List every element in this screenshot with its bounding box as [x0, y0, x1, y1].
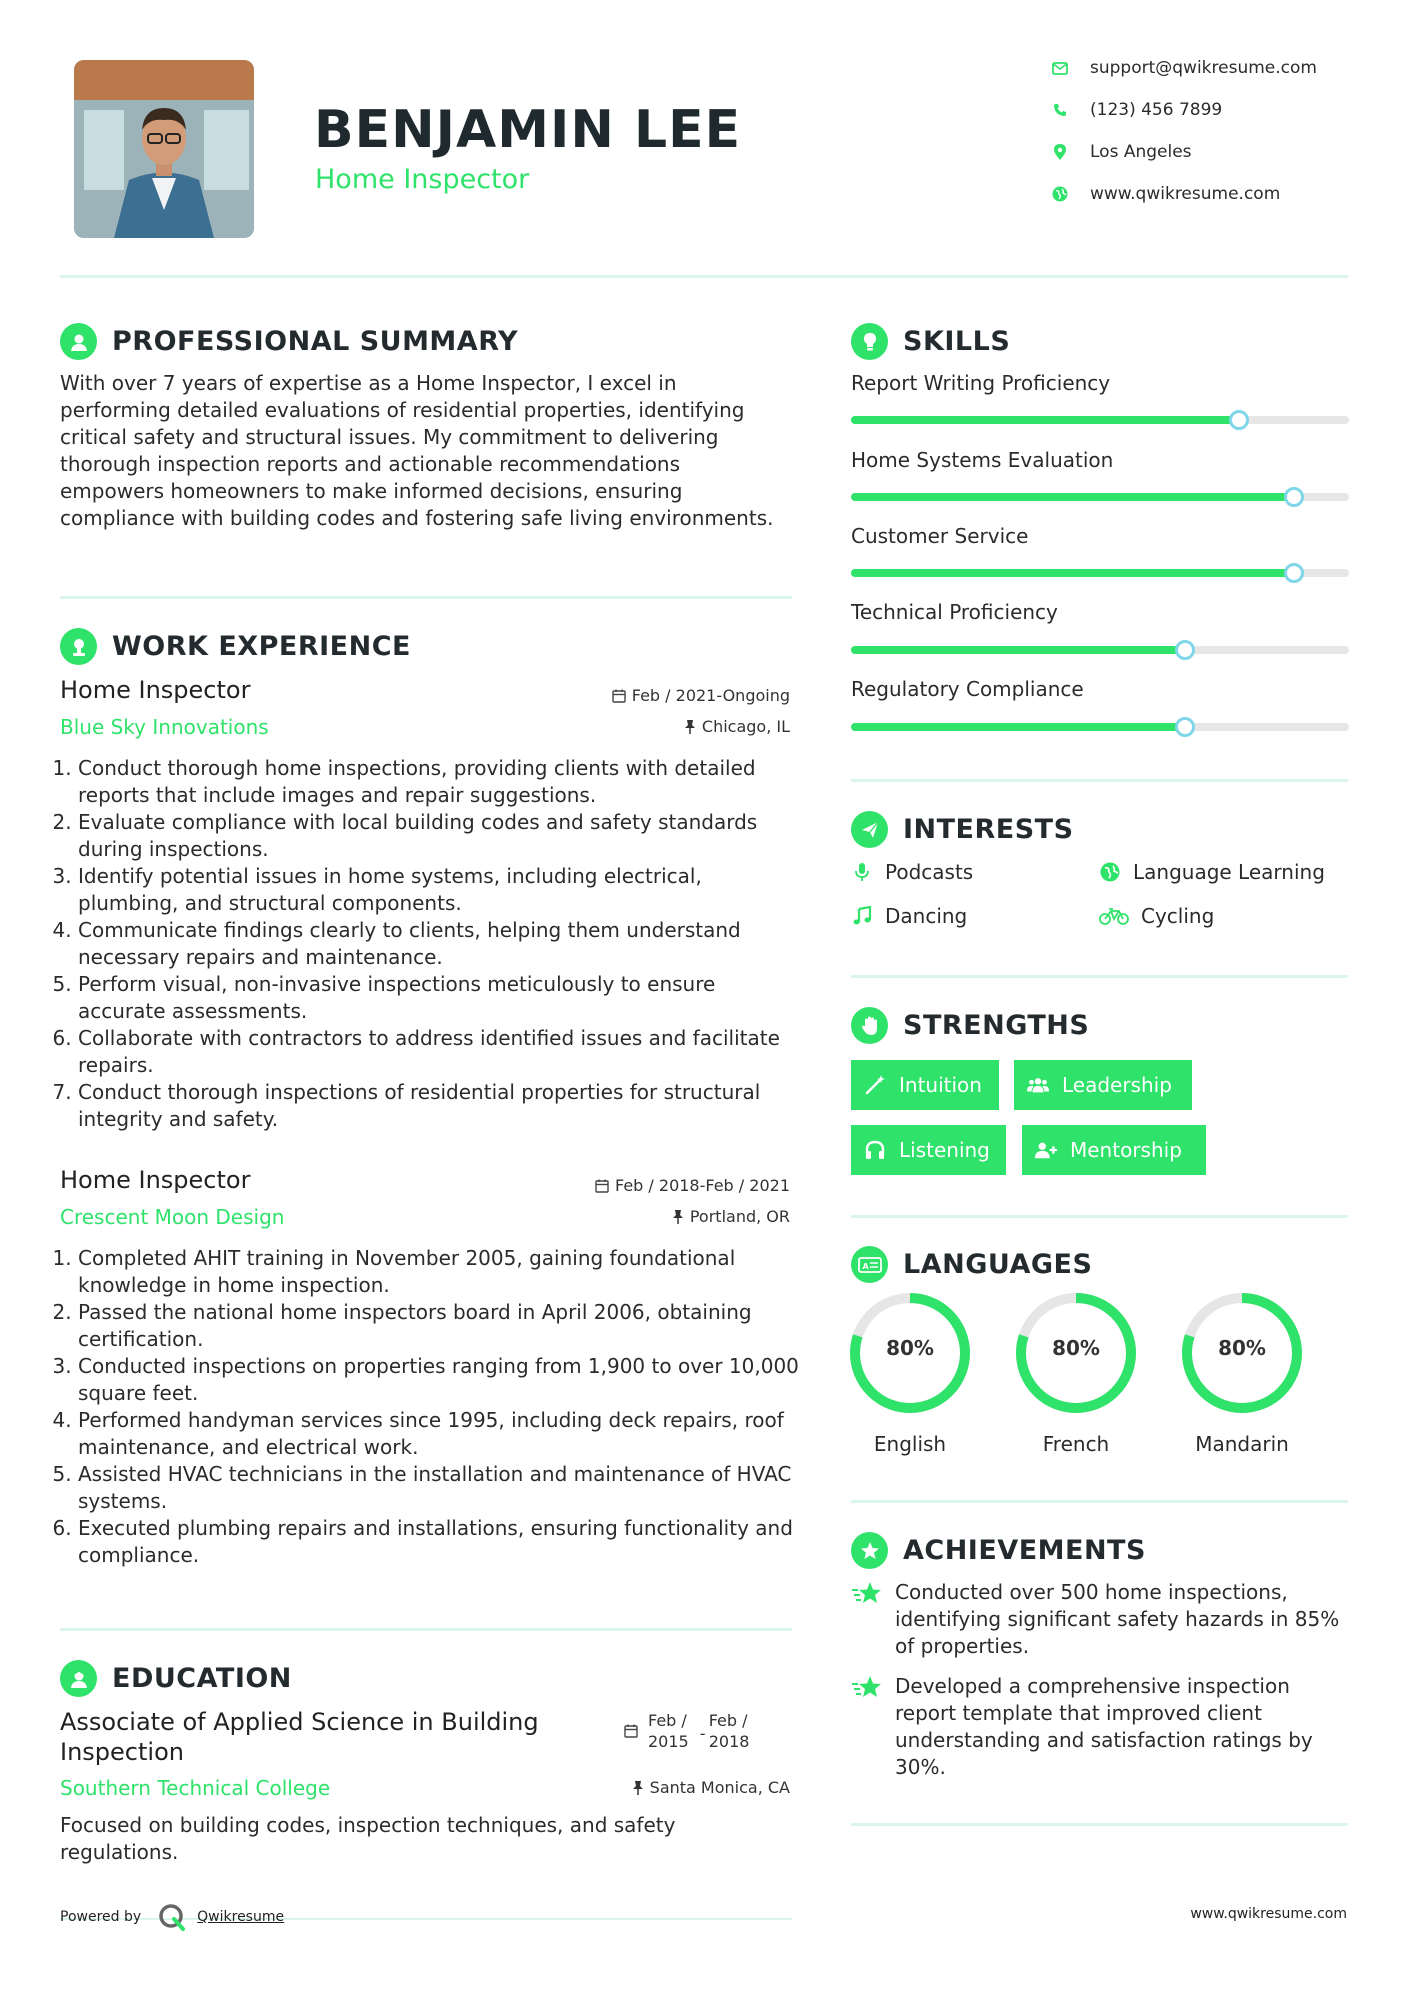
skill-bar [851, 569, 1349, 577]
hand-icon [851, 1007, 888, 1044]
list-item: 3. Identify potential issues in home systems, including electrical, plumbing, and structural components. [78, 863, 800, 917]
interest-label: Dancing [885, 904, 968, 928]
skill-label: Regulatory Compliance [851, 677, 1084, 701]
strengths-divider [851, 1215, 1348, 1218]
summary-text: With over 7 years of expertise as a Home Inspector, I excel in performing detailed evaluations of residential properties, identifying critical safety and structural issues. My commitment to delivering thorough inspection reports and actionable recommendations empowers homeowners to make informed decisions, ensuring compliance with building codes and fostering safe living environments. [60, 371, 774, 530]
strengths-title: STRENGTHS [903, 1010, 1090, 1041]
microphone-icon [851, 861, 873, 883]
list-item: 2. Evaluate compliance with local building codes and safety standards during inspections. [78, 809, 800, 863]
interest-label: Podcasts [885, 860, 974, 884]
skills-divider [851, 779, 1348, 782]
skill-label: Home Systems Evaluation [851, 448, 1114, 472]
achievements-title: ACHIEVEMENTS [903, 1535, 1146, 1566]
summary-divider [60, 596, 792, 599]
skill-bar [851, 493, 1349, 501]
skill-bar-fill [851, 646, 1185, 654]
email-icon [1050, 58, 1070, 78]
brand-link[interactable]: Qwikresume [197, 1909, 285, 1925]
star-icon [851, 1579, 883, 1660]
strength-label: Listening [899, 1138, 990, 1162]
svg-text:A: A [862, 1261, 869, 1271]
graduation-icon [60, 1660, 97, 1697]
list-item: 1. Conduct thorough home inspections, providing clients with detailed reports that include images and repair suggestions. [78, 755, 800, 809]
education-date [624, 1710, 794, 1752]
star-icon [851, 1673, 883, 1781]
language-name: English [873, 1432, 947, 1456]
list-item: 1. Completed AHIT training in November 2005, gaining foundational knowledge in home inspection. [78, 1245, 800, 1299]
job-title: Home Inspector [60, 676, 251, 704]
header-divider [60, 275, 1348, 278]
list-item: 4. Performed handyman services since 1995, including deck repairs, roof maintenance, and electrical work. [78, 1407, 800, 1461]
job-company: Blue Sky Innovations [60, 715, 269, 739]
skill-bar [851, 723, 1349, 731]
languages-heading [851, 1246, 1092, 1283]
headphones-icon [863, 1138, 887, 1162]
skill-bar-fill [851, 416, 1239, 424]
list-item: 5. Perform visual, non-invasive inspections meticulously to ensure accurate assessments. [78, 971, 800, 1025]
skill-bar-knob [1284, 487, 1304, 507]
strengths-heading [851, 1007, 1089, 1044]
contact-location-text: Los Angeles [1090, 142, 1192, 162]
skill-label: Customer Service [851, 524, 1029, 548]
strength-label: Leadership [1062, 1073, 1172, 1097]
globe-icon [1099, 861, 1121, 883]
pushpin-icon [632, 1781, 644, 1795]
job-date-text: Feb / 2021-Ongoing [631, 686, 790, 705]
list-item: 7. Conduct thorough inspections of residential properties for structural integrity and safety. [78, 1079, 800, 1133]
language-item [1181, 1292, 1303, 1456]
pushpin-icon [684, 720, 696, 734]
calendar-icon [595, 1179, 609, 1193]
job-location-text: Chicago, IL [701, 717, 790, 736]
interest-item [851, 860, 973, 884]
language-item [849, 1292, 971, 1456]
language-item [1015, 1292, 1137, 1456]
education-title: EDUCATION [112, 1663, 292, 1694]
education-heading [60, 1660, 292, 1697]
education-start-year: 2015 [648, 1732, 689, 1751]
education-location [520, 1778, 790, 1797]
job-date-text: Feb / 2018-Feb / 2021 [615, 1176, 790, 1195]
skill-bar-knob [1175, 717, 1195, 737]
bicycle-icon [1099, 905, 1129, 927]
list-item: 3. Conducted inspections on properties ranging from 1,900 to over 10,000 square feet. [78, 1353, 800, 1407]
achievements-heading [851, 1532, 1146, 1569]
pushpin-icon [672, 1210, 684, 1224]
contact-location [1050, 142, 1192, 162]
magic-wand-icon [863, 1073, 887, 1097]
list-item: 4. Communicate findings clearly to clients, helping them understand necessary repairs and maintenance. [78, 917, 800, 971]
interest-label: Cycling [1141, 904, 1215, 928]
contact-email[interactable] [1050, 58, 1317, 78]
lightbulb-icon [851, 323, 888, 360]
job-location [520, 1207, 790, 1226]
calendar-icon [612, 689, 626, 703]
job-title: Home Inspector [60, 1166, 251, 1194]
languages-divider [851, 1500, 1348, 1503]
language-percent: 80% [1218, 1336, 1266, 1360]
experience-title: WORK EXPERIENCE [112, 631, 411, 662]
phone-icon [1050, 100, 1070, 120]
language-card-icon [851, 1246, 888, 1283]
star-badge-icon [851, 1532, 888, 1569]
education-end-month: Feb / [708, 1711, 748, 1730]
job-date [520, 1176, 790, 1195]
globe-icon [1050, 184, 1070, 204]
summary-heading [60, 323, 518, 360]
strength-chip-leadership [1014, 1060, 1192, 1110]
education-end-year: 2018 [708, 1732, 750, 1751]
calendar-icon [624, 1724, 638, 1738]
list-item: 2. Passed the national home inspectors board in April 2006, obtaining certification. [78, 1299, 800, 1353]
education-start-month: Feb / [648, 1711, 687, 1730]
job-bullets [60, 1245, 800, 1569]
profile-photo [74, 60, 254, 238]
experience-divider [60, 1628, 792, 1631]
skill-label: Report Writing Proficiency [851, 371, 1111, 395]
language-percent: 80% [886, 1336, 934, 1360]
education-date-separator: - [699, 1724, 706, 1743]
strength-chip-intuition [851, 1060, 999, 1110]
skills-title: SKILLS [903, 326, 1011, 357]
user-plus-icon [1034, 1138, 1058, 1162]
degree-line-1: Associate of Applied Science in Building [60, 1708, 539, 1736]
strength-label: Intuition [899, 1073, 982, 1097]
list-item: 6. Executed plumbing repairs and installations, ensuring functionality and compliance. [78, 1515, 800, 1569]
interest-item [1099, 904, 1214, 928]
contact-phone[interactable] [1050, 100, 1222, 120]
job-location [520, 717, 790, 736]
skill-bar-fill [851, 569, 1294, 577]
user-icon [60, 323, 97, 360]
skill-bar [851, 646, 1349, 654]
list-item: 6. Collaborate with contractors to address identified issues and facilitate repairs. [78, 1025, 800, 1079]
footer-powered-by [60, 1902, 284, 1932]
education-text: Focused on building codes, inspection techniques, and safety regulations. [60, 1813, 676, 1864]
experience-heading [60, 628, 411, 665]
skill-bar-fill [851, 493, 1294, 501]
strength-chip-mentorship [1022, 1125, 1206, 1175]
interest-item [851, 904, 967, 928]
achievement-item [851, 1579, 1351, 1660]
achievement-text: Developed a comprehensive inspection report template that improved client understanding and satisfaction ratings by 30%. [895, 1674, 1313, 1779]
job-company: Crescent Moon Design [60, 1205, 285, 1229]
language-name: Mandarin [1195, 1432, 1289, 1456]
paper-plane-icon [851, 811, 888, 848]
degree-title [60, 1707, 620, 1767]
summary-title: PROFESSIONAL SUMMARY [112, 326, 519, 357]
music-note-icon [851, 905, 873, 927]
degree-line-2: Inspection [60, 1738, 184, 1766]
strength-chip-listening [851, 1125, 1006, 1175]
qwikresume-logo-icon [157, 1902, 187, 1932]
language-name: French [1042, 1432, 1110, 1456]
interest-item [1099, 860, 1325, 884]
location-pin-icon [1050, 142, 1070, 162]
achievement-text: Conducted over 500 home inspections, identifying significant safety hazards in 85% of properties. [895, 1580, 1340, 1658]
skill-bar [851, 416, 1349, 424]
users-icon [1026, 1073, 1050, 1097]
interests-heading [851, 811, 1074, 848]
achievements-divider [851, 1823, 1348, 1826]
contact-email-text: support@qwikresume.com [1090, 58, 1317, 78]
skill-label: Technical Proficiency [851, 600, 1058, 624]
skill-bar-knob [1284, 563, 1304, 583]
contact-phone-text: (123) 456 7899 [1090, 100, 1223, 120]
skills-heading [851, 323, 1010, 360]
list-item: 5. Assisted HVAC technicians in the installation and maintenance of HVAC systems. [78, 1461, 800, 1515]
briefcase-icon [60, 628, 97, 665]
contact-website[interactable] [1050, 184, 1280, 204]
language-percent: 80% [1052, 1336, 1100, 1360]
achievement-item [851, 1673, 1351, 1781]
contact-website-text: www.qwikresume.com [1090, 184, 1281, 204]
interests-divider [851, 975, 1348, 978]
strength-label: Mentorship [1070, 1138, 1182, 1162]
interests-title: INTERESTS [903, 814, 1074, 845]
interest-label: Language Learning [1133, 860, 1325, 884]
candidate-title: Home Inspector [315, 164, 530, 195]
job-bullets [60, 755, 800, 1133]
job-location-text: Portland, OR [689, 1207, 790, 1226]
job-date [520, 686, 790, 705]
school-name: Southern Technical College [60, 1776, 331, 1800]
skill-bar-knob [1229, 410, 1249, 430]
candidate-name: BENJAMIN LEE [314, 100, 742, 160]
powered-by-label: Powered by [60, 1909, 142, 1925]
languages-title: LANGUAGES [903, 1249, 1093, 1280]
footer-url[interactable]: www.qwikresume.com [1190, 1906, 1347, 1922]
skill-bar-knob [1175, 640, 1195, 660]
skill-bar-fill [851, 723, 1185, 731]
education-location-text: Santa Monica, CA [649, 1778, 790, 1797]
